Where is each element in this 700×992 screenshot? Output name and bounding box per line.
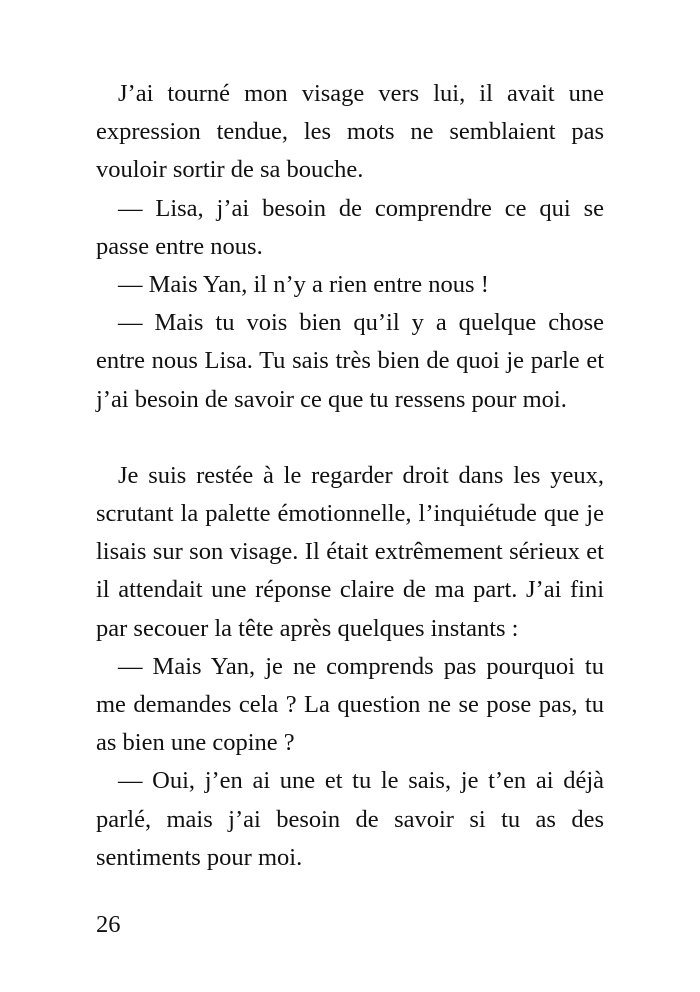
section-break (96, 419, 604, 457)
dialogue-line: — Mais Yan, il n’y a rien entre nous ! (118, 271, 489, 299)
page-number: 26 (96, 911, 121, 938)
text-section-1 (96, 75, 604, 419)
dialogue-line: — Oui, j’en ai une et tu le sais, je t’en ai déjà parlé, mais j’ai besoin de savoir si tu as des sentiments pour moi. (96, 767, 604, 871)
dialogue-line: — Mais tu vois bien qu’il y a quelque chose entre nous Lisa. Tu sais très bien de quoi je parle et j’ai besoin de savoir ce que tu ressens pour moi. (96, 309, 604, 413)
page-body (96, 75, 604, 877)
text-section-2 (96, 457, 604, 877)
paragraph: J’ai tourné mon visage vers lui, il avait une expression tendue, les mots ne semblaient pas vouloir sortir de sa bouche. (96, 80, 604, 184)
dialogue-line: — Lisa, j’ai besoin de comprendre ce qui se passe entre nous. (96, 194, 604, 260)
paragraph: Je suis restée à le regarder droit dans les yeux, scrutant la palette émotionnelle, l’inquiétude que je lisais sur son visage. Il était extrêmement sérieux et il attendait une réponse claire de ma part. J’ai fini par secouer la tête après quelques instants : (96, 461, 604, 642)
dialogue-line: — Mais Yan, je ne comprends pas pourquoi tu me demandes cela ? La question ne se pose pas, tu as bien une copine ? (96, 652, 604, 757)
